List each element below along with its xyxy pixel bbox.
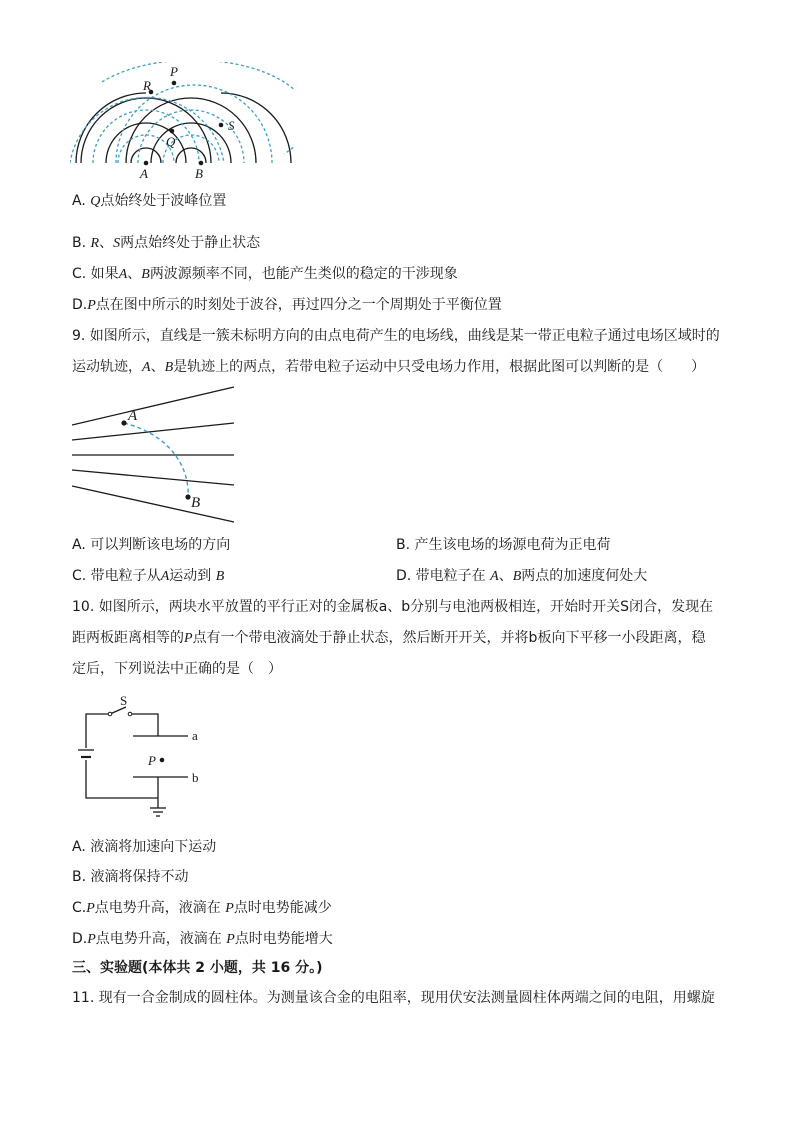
var-p: P [184, 631, 193, 646]
var-a: A [142, 360, 151, 375]
option-text: 点时电势能增大 [234, 931, 333, 947]
option-text: 两点始终处于静止状态 [120, 235, 261, 251]
section-3-heading: 三、实验题(本体共 2 小题，共 16 分。) [72, 960, 323, 976]
electric-field-figure [72, 385, 238, 527]
wire-top [130, 714, 158, 736]
label-a: A [140, 166, 148, 181]
q10-option-b: B. 液滴将保持不动 [72, 869, 189, 885]
option-prefix: C. 如果 [72, 266, 119, 282]
label-r: R [143, 78, 151, 93]
var-b: B [512, 569, 522, 584]
var-b: B [215, 569, 225, 584]
label-b: B [195, 166, 203, 181]
label-p: P [170, 64, 178, 79]
source-a [144, 161, 149, 166]
option-prefix: C. [72, 900, 87, 916]
q8-option-b [72, 233, 260, 254]
stem-text: 是轨迹上的两点，若带电粒子运动中只受电场力作用，根据此图可以判断的是（ ） [173, 359, 706, 375]
var-p: P [87, 932, 96, 947]
q9-option-d [396, 566, 647, 587]
field-line-2 [72, 423, 234, 440]
q9-stem-line2 [72, 357, 705, 378]
option-text: 点始终处于波峰位置 [100, 193, 227, 209]
option-text: 点时电势能减少 [233, 900, 332, 916]
stem-text: 距两板距离相等的 [72, 630, 184, 646]
q11-stem-line1: 11. 现有一合金制成的圆柱体。为测量该合金的电阻率，现用伏安法测量圆柱体两端之间的电阻，用螺旋 [72, 990, 715, 1006]
option-text: 运动到 [169, 568, 212, 584]
point-b [185, 494, 190, 499]
separator: 、 [127, 266, 142, 282]
q8-option-d [72, 295, 502, 316]
field-line-1 [72, 387, 234, 425]
label-p: P [148, 753, 156, 768]
label-a: a [192, 728, 198, 743]
label-a: A [128, 408, 138, 424]
option-text: 两波源频率不同，也能产生类似的稳定的干涉现象 [149, 266, 458, 282]
option-text: 点电势升高，液滴在 [95, 931, 222, 947]
q10-option-d [72, 929, 333, 950]
q9-stem-line1: 9. 如图所示，直线是一簇未标明方向的由点电荷产生的电场线，曲线是某一带正电粒子通过电场区域时的 [72, 328, 720, 344]
q9-option-b: B. 产生该电场的场源电荷为正电荷 [396, 537, 611, 553]
var-q: Q [90, 194, 101, 209]
label-q: Q [166, 134, 176, 149]
capacitor-circuit-figure [76, 690, 216, 822]
option-prefix: D. [72, 931, 88, 947]
separator: 、 [150, 359, 165, 375]
var-r: R [90, 236, 100, 251]
var-b: B [164, 360, 174, 375]
option-prefix: D. [72, 297, 88, 313]
option-prefix: B. [72, 235, 87, 251]
var-a: A [160, 569, 170, 584]
stem-text: 运动轨迹， [72, 359, 142, 375]
var-p: P [87, 298, 96, 313]
point-s [219, 123, 224, 128]
switch-blade [110, 707, 126, 714]
stem-text: 点有一个带电液滴处于静止状态，然后断开开关，并将b板向下平移一小段距离，稳 [192, 630, 706, 646]
option-prefix: A. [72, 193, 86, 209]
q10-stem-line3: 定后，下列说法中正确的是（ ） [72, 661, 282, 677]
solid-wavefronts [76, 93, 291, 163]
source-b [199, 161, 204, 166]
field-line-4 [72, 470, 234, 485]
q9-option-c [72, 566, 224, 587]
q9-option-a: A. 可以判断该电场的方向 [72, 537, 231, 553]
q10-option-a: A. 液滴将加速向下运动 [72, 839, 217, 855]
separator: 、 [498, 568, 513, 584]
option-text: 点在图中所示的时刻处于波谷，再过四分之一个周期处于平衡位置 [95, 297, 502, 313]
q10-stem-line1: 10. 如图所示，两块水平放置的平行正对的金属板a、b分别与电池两极相连，开始时开关S闭合，发现在 [72, 599, 714, 615]
q8-option-c [72, 264, 458, 285]
q10-option-c [72, 898, 332, 919]
var-p: P [225, 901, 234, 916]
var-p: P [226, 932, 235, 947]
option-prefix: C. 带电粒子从 [72, 568, 161, 584]
var-a: A [118, 267, 128, 282]
label-b: B [191, 495, 201, 511]
var-s: S [113, 236, 121, 251]
field-line-5 [72, 486, 234, 522]
point-q [170, 129, 175, 134]
var-p: P [86, 901, 95, 916]
point-p [172, 81, 177, 86]
separator: 、 [99, 235, 114, 251]
q8-option-a [72, 191, 226, 212]
point-p [160, 758, 165, 763]
switch-contact-right [128, 712, 132, 716]
point-a [121, 420, 126, 425]
label-s: S [228, 118, 235, 133]
label-s: S [120, 693, 128, 708]
var-b: B [141, 267, 150, 282]
option-text: 两点的加速度何处大 [521, 568, 648, 584]
label-b: b [192, 770, 199, 785]
switch-contact-left [108, 712, 112, 716]
option-text: 点电势升高，液滴在 [94, 900, 221, 916]
var-a: A [490, 569, 499, 584]
option-prefix: D. 带电粒子在 [396, 568, 486, 584]
wave-interference-figure [70, 62, 295, 182]
q10-stem-line2 [72, 628, 705, 649]
